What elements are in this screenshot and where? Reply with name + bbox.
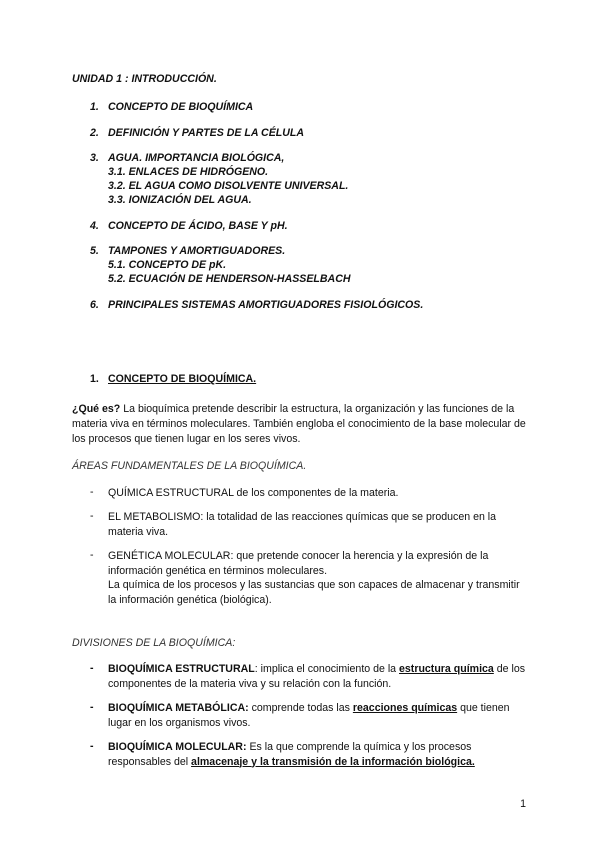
- bullet-dash: -: [90, 740, 94, 752]
- toc-subitem: 3.1. ENLACES DE HIDRÓGENO.: [108, 166, 269, 178]
- division-name: BIOQUÍMICA METABÓLICA:: [108, 702, 249, 714]
- division-item: [108, 740, 528, 769]
- division-name: BIOQUÍMICA ESTRUCTURAL: [108, 663, 255, 675]
- page-number: 1: [520, 798, 526, 810]
- toc-subitem: 3.3. IONIZACIÓN DEL AGUA.: [108, 194, 252, 206]
- area-item: [108, 549, 528, 607]
- toc-subitem: 5.1. CONCEPTO DE pK.: [108, 259, 227, 271]
- toc-subitem: 5.2. ECUACIÓN DE HENDERSON-HASSELBACH: [108, 273, 351, 285]
- bullet-dash: -: [90, 510, 94, 522]
- area-item: QUÍMICA ESTRUCTURAL de los componentes de la materia.: [108, 487, 399, 499]
- section-num: 1.: [90, 373, 99, 385]
- section-title: CONCEPTO DE BIOQUÍMICA.: [108, 373, 257, 385]
- division-name: BIOQUÍMICA MOLECULAR:: [108, 741, 247, 753]
- toc-num: 4.: [90, 220, 99, 232]
- toc-num: 5.: [90, 245, 99, 257]
- bullet-dash: -: [90, 662, 94, 674]
- toc-text: TAMPONES Y AMORTIGUADORES.: [108, 245, 286, 257]
- toc-text: PRINCIPALES SISTEMAS AMORTIGUADORES FISIOLÓGICOS.: [108, 299, 424, 311]
- area-text: GENÉTICA MOLECULAR: que pretende conocer la herencia y la expresión de la información genética en términos moleculares.: [108, 550, 489, 577]
- toc-subitem: 3.2. EL AGUA COMO DISOLVENTE UNIVERSAL.: [108, 180, 349, 192]
- division-keyword: almacenaje y la transmisión de la información biológica.: [191, 755, 475, 768]
- area-item: EL METABOLISMO: la totalidad de las reacciones químicas que se producen en la materia viva.: [108, 511, 497, 538]
- area-extra-text: La química de los procesos y las sustancias que son capaces de almacenar y transmitir la información genética (biológica).: [108, 579, 520, 606]
- question-label: ¿Qué es?: [72, 403, 121, 415]
- bullet-dash: -: [90, 486, 94, 498]
- division-text: de los componentes de la materia viva y su relación con la función.: [108, 663, 526, 690]
- division-text: que tienen lugar en los organismos vivos.: [108, 702, 510, 729]
- intro-text: La bioquímica pretende describir la estructura, la organización y las funciones de la materia viva en términos moleculares. También engloba el conocimiento de la base molecular de los procesos que tienen lugar en los seres vivos.: [72, 403, 526, 445]
- division-text: comprende todas las: [248, 702, 353, 714]
- division-keyword: estructura química: [399, 663, 494, 675]
- intro-paragraph: [72, 402, 532, 447]
- division-item: [108, 662, 528, 691]
- toc-text: DEFINICIÓN Y PARTES DE LA CÉLULA: [108, 127, 305, 139]
- toc-num: 6.: [90, 299, 99, 311]
- toc-text: AGUA. IMPORTANCIA BIOLÓGICA,: [108, 152, 285, 164]
- division-keyword: reacciones químicas: [352, 702, 458, 714]
- division-text: Es la que comprende la química y los procesos responsables del: [108, 741, 472, 768]
- divisions-heading: DIVISIONES DE LA BIOQUÍMICA:: [72, 637, 236, 649]
- toc-num: 1.: [90, 101, 99, 113]
- bullet-dash: -: [90, 701, 94, 713]
- toc-num: 2.: [90, 127, 99, 139]
- division-item: [108, 701, 528, 730]
- unit-title: UNIDAD 1 : INTRODUCCIÓN.: [72, 73, 217, 85]
- division-text: : implica el conocimiento de la: [254, 663, 400, 675]
- bullet-dash: -: [90, 549, 94, 561]
- areas-heading: ÁREAS FUNDAMENTALES DE LA BIOQUÍMICA.: [72, 460, 307, 472]
- toc-num: 3.: [90, 152, 99, 164]
- toc-text: CONCEPTO DE BIOQUÍMICA: [108, 101, 254, 113]
- toc-text: CONCEPTO DE ÁCIDO, BASE Y pH.: [108, 220, 288, 232]
